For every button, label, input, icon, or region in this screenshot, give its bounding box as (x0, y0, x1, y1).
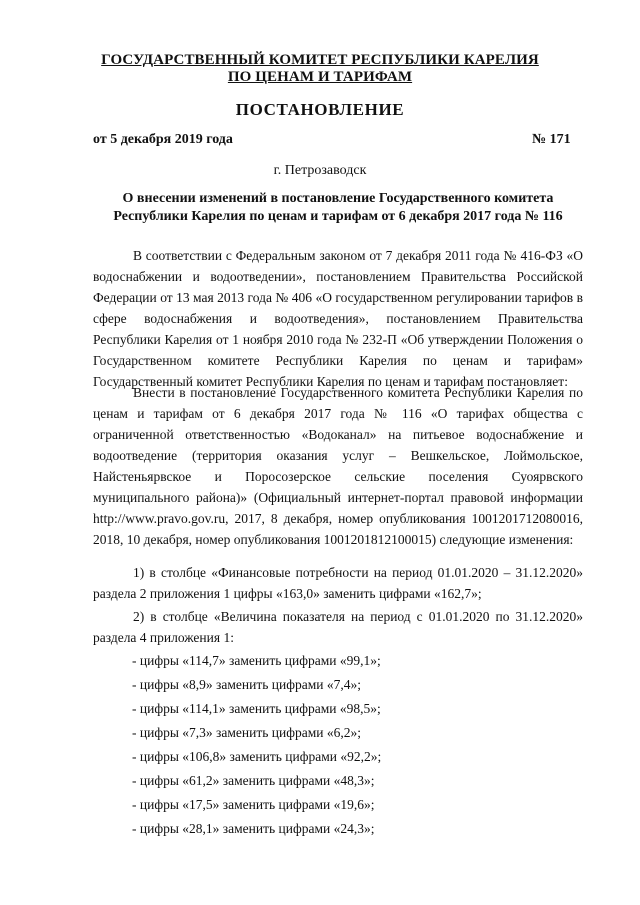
list-item: - цифры «106,8» заменить цифрами «92,2»; (132, 749, 382, 764)
paragraph-item-2: 2) в столбце «Величина показателя на период с 01.01.2020 по 31.12.2020» раздела 4 приложения 1: (93, 609, 583, 645)
list-item: - цифры «114,7» заменить цифрами «99,1»; (132, 653, 381, 668)
list-item: - цифры «17,5» заменить цифрами «19,6»; (132, 797, 375, 812)
paragraph-preamble: В соответствии с Федеральным законом от 7 декабря 2011 года № 416-ФЗ «О водоснабжении и водоотведении», постановлением Правительства Российской Федерации от 13 мая 2013 года № 406 «О государственном регулировании тарифов в сфере водоснабжения и водоотведения», постановлением Правительства Республики Карелия от 1 ноября 2010 года № 232-П «Об утверждении Положения о Государственном комитете Республики Карелия по ценам и тарифам» Государственный комитет Республики Карелия по ценам и тарифам постановляет: (93, 248, 583, 389)
document-city: г. Петрозаводск (273, 163, 367, 178)
list-item: - цифры «8,9» заменить цифрами «7,4»; (132, 677, 361, 692)
document-date: от 5 декабря 2019 года (93, 132, 233, 147)
committee-name-line-1: ГОСУДАРСТВЕННЫЙ КОМИТЕТ РЕСПУБЛИКИ КАРЕЛИЯ (101, 52, 539, 68)
committee-name-line-2: ПО ЦЕНАМ И ТАРИФАМ (227, 69, 413, 85)
document-title: ПОСТАНОВЛЕНИЕ (235, 100, 405, 119)
document-subject: О внесении изменений в постановление Государственного комитета Республики Карелия по ценам и тарифам от 6 декабря 2017 года № 116 (113, 191, 563, 224)
list-item: - цифры «7,3» заменить цифрами «6,2»; (132, 725, 361, 740)
list-item: - цифры «114,1» заменить цифрами «98,5»; (132, 701, 381, 716)
paragraph-item-1: 1) в столбце «Финансовые потребности на период 01.01.2020 – 31.12.2020» раздела 2 приложения 1 цифры «163,0» заменить цифрами «162,7»; (93, 565, 583, 601)
list-item: - цифры «28,1» заменить цифрами «24,3»; (132, 821, 375, 836)
paragraph-amendment-intro: Внести в постановление Государственного комитета Республики Карелия по ценам и тарифам от 6 декабря 2017 года № 116 «О тарифах общества с ограниченной ответственностью «Водоканал» на питьевое водоснабжение и водоотведение (территория оказания услуг – Вешкельское, Лоймольское, Найстеньярвское и Поросозерское сельские поселения Суоярвского муниципального района)» (Официальный интернет-портал правовой информации http://www.pravo.gov.ru, 2017, 8 декабря, номер опубликования 1001201712080016, 2018, 10 декабря, номер опубликования 1001201812100015) следующие изменения: (93, 385, 583, 547)
list-item: - цифры «61,2» заменить цифрами «48,3»; (132, 773, 375, 788)
document-number: № 171 (532, 132, 571, 147)
changes-list (132, 652, 572, 844)
